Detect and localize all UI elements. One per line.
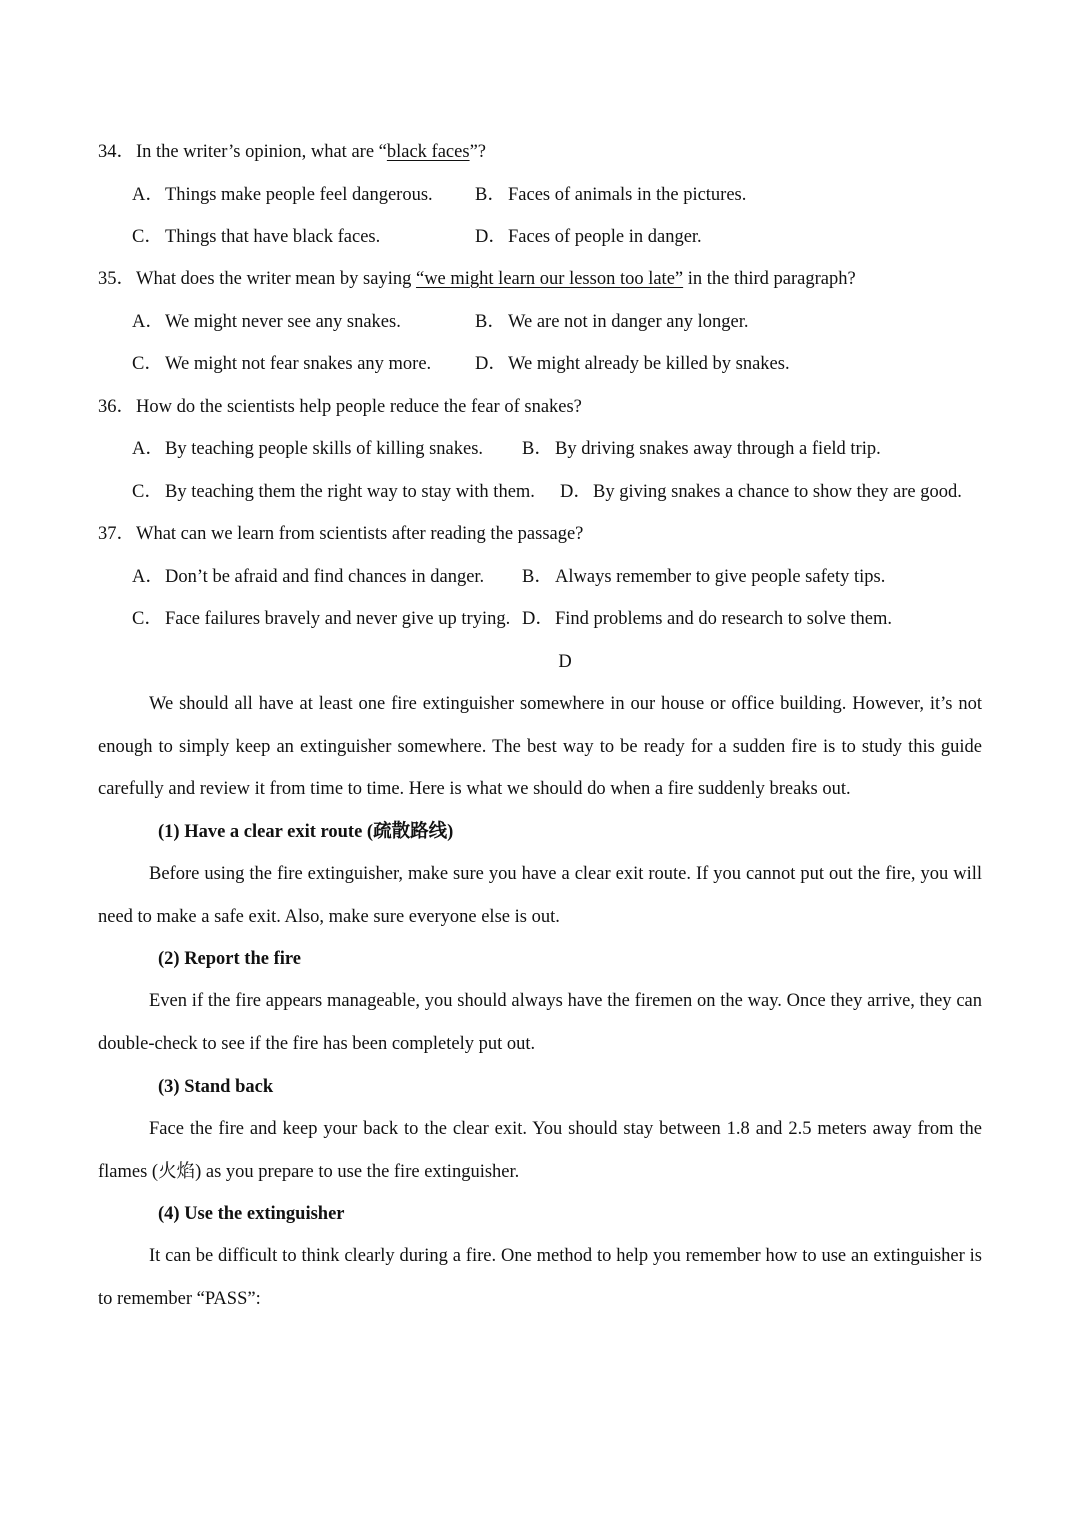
question-34-option-b: B． Faces of animals in the pictures. (475, 185, 747, 205)
question-35-option-a: A．We might never see any snakes. (132, 312, 401, 332)
step-2-body: Even if the fire appears manageable, you should always have the firemen on the way. Once they arrive, they can double-check to see if the fire has been completely put out. (98, 991, 982, 1054)
section-title: D (558, 652, 572, 672)
step-4-body: It can be difficult to think clearly during a fire. One method to help you remember how to use an extinguisher is to remember “PASS”: (98, 1246, 982, 1309)
question-35-option-d: D．We might already be killed by snakes. (475, 354, 790, 374)
question-34-option-c: C． Things that have black faces. (132, 227, 381, 247)
step-3-heading: (3) Stand back (158, 1077, 274, 1097)
question-37-option-b: B． Always remember to give people safety tips. (522, 567, 886, 587)
step-3-body: Face the fire and keep your back to the clear exit. You should stay between 1.8 and 2.5 meters away from the flames (火焰) as you prepare to use the fire extinguisher. (98, 1119, 982, 1182)
question-35-option-b: B． We are not in danger any longer. (475, 312, 749, 332)
question-36-option-c: C． By teaching them the right way to stay with them. (132, 482, 535, 502)
question-37-option-c: C． Face failures bravely and never give up trying. (132, 609, 511, 629)
question-34-stem: 34．In the writer’s opinion, what are “black faces”? (98, 142, 486, 162)
step-1-body: Before using the fire extinguisher, make sure you have a clear exit route. If you cannot put out the fire, you will need to make a safe exit. Also, make sure everyone else is out. (98, 864, 982, 927)
question-34-option-d: D．Faces of people in danger. (475, 227, 702, 247)
step-4-heading: (4) Use the extinguisher (158, 1204, 345, 1224)
question-36-stem: 36．How do the scientists help people reduce the fear of snakes? (98, 397, 582, 417)
question-35-stem: 35．What does the writer mean by saying “we might learn our lesson too late” in the third paragraph? (98, 269, 856, 289)
step-1-heading: (1) Have a clear exit route (疏散路线) (158, 822, 454, 842)
intro-paragraph: We should all have at least one fire extinguisher somewhere in our house or office building. However, it’s not enough to simply keep an extinguisher somewhere. The best way to be ready for a sudden fire is to study this guide carefully and review it from time to time. Here is what we should do when a fire suddenly breaks out. (98, 694, 982, 799)
question-34-option-a: A．Things make people feel dangerous. (132, 185, 433, 205)
question-35-option-c: C． We might not fear snakes any more. (132, 354, 432, 374)
question-37-option-a: A．Don’t be afraid and find chances in danger. (132, 567, 485, 587)
underlined-phrase: black faces (386, 142, 470, 162)
question-36-option-a: A．By teaching people skills of killing snakes. (132, 439, 484, 459)
question-36-option-b: B． By driving snakes away through a field trip. (522, 439, 881, 459)
step-2-heading: (2) Report the fire (158, 949, 301, 969)
question-37-stem: 37．What can we learn from scientists after reading the passage? (98, 524, 584, 544)
question-36-option-d: D．By giving snakes a chance to show they are good. (560, 482, 962, 502)
question-37-option-d: D．Find problems and do research to solve them. (522, 609, 893, 629)
underlined-phrase: “we might learn our lesson too late” (415, 269, 684, 289)
